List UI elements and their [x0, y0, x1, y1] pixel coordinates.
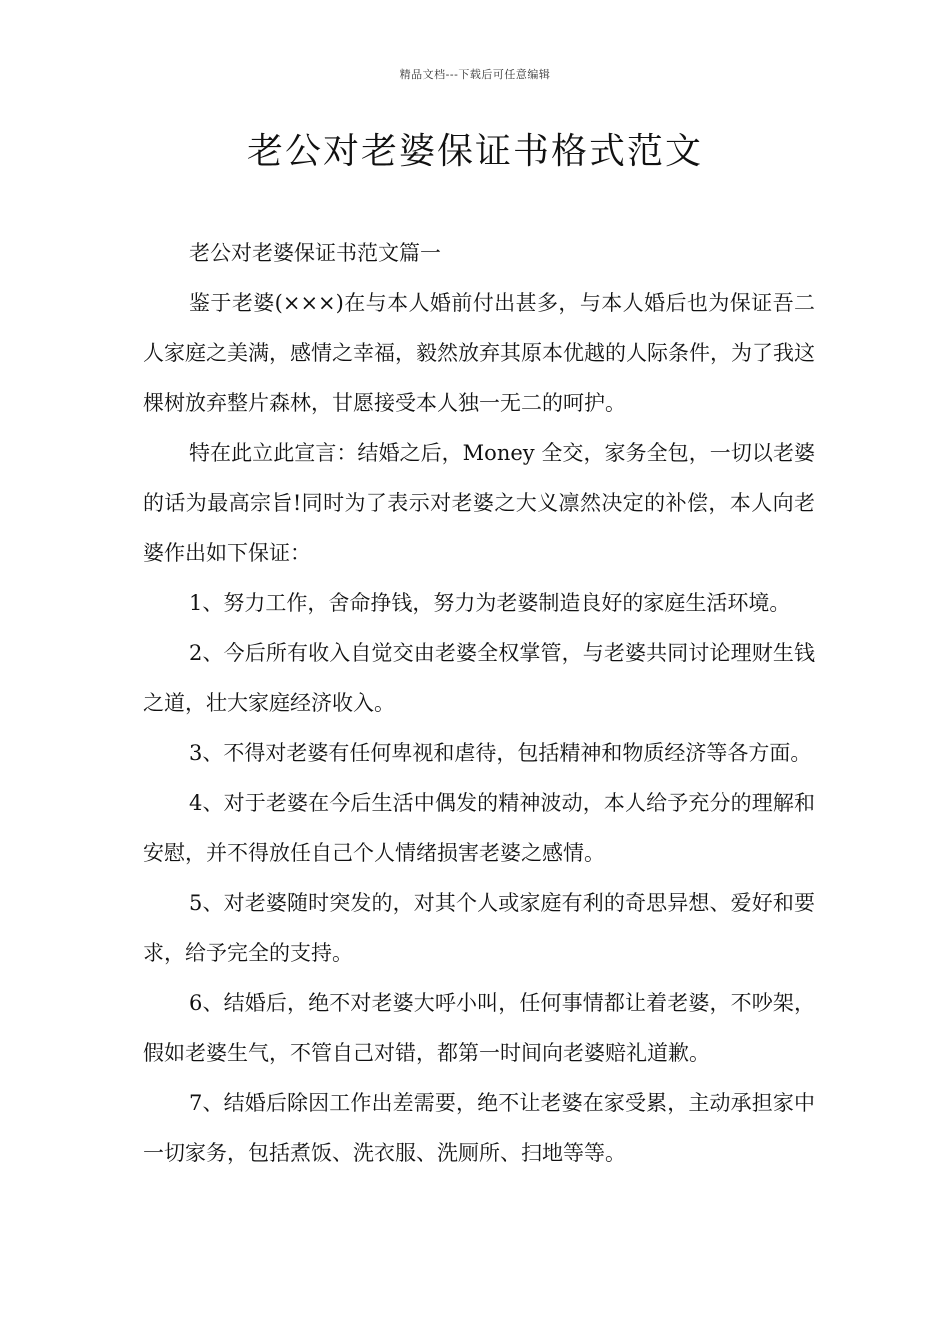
pledge-item-3: 3、不得对老婆有任何卑视和虐待，包括精神和物质经济等各方面。: [189, 741, 812, 765]
pledge-item-5: 5、对老婆随时突发的，对其个人或家庭有利的奇思异想、爱好和要求，给予完全的支持。: [143, 891, 815, 965]
paragraph: 鉴于老婆(×××)在与本人婚前付出甚多，与本人婚后也为保证吾二人家庭之美满，感情之幸福，毅然放弃其原本优越的人际条件，为了我这棵树放弃整片森林，甘愿接受本人独一无二的呵护。: [143, 291, 815, 415]
pledge-item-7: 7、结婚后除因工作出差需要，绝不让老婆在家受累，主动承担家中一切家务，包括煮饭、洗衣服、洗厕所、扫地等等。: [143, 1091, 815, 1165]
section-heading: 老公对老婆保证书范文篇一: [189, 241, 441, 265]
pledge-item-2: 2、今后所有收入自觉交由老婆全权掌管，与老婆共同讨论理财生钱之道，壮大家庭经济收入。: [143, 641, 815, 715]
header-note: 精品文档---下载后可任意编辑: [399, 68, 551, 81]
paragraph: 特在此立此宣言：结婚之后，Money 全交，家务全包，一切以老婆的话为最高宗旨!同时为了表示对老婆之大义凛然决定的补偿，本人向老婆作出如下保证：: [143, 441, 815, 565]
pledge-item-1: 1、努力工作，舍命挣钱，努力为老婆制造良好的家庭生活环境。: [189, 591, 791, 615]
document-body: [143, 228, 815, 1178]
pledge-item-4: 4、对于老婆在今后生活中偶发的精神波动，本人给予充分的理解和安慰，并不得放任自己个人情绪损害老婆之感情。: [143, 791, 815, 865]
pledge-item-6: 6、结婚后，绝不对老婆大呼小叫，任何事情都让着老婆，不吵架，假如老婆生气，不管自己对错，都第一时间向老婆赔礼道歉。: [143, 991, 815, 1065]
document-title: 老公对老婆保证书格式范文: [246, 131, 703, 172]
